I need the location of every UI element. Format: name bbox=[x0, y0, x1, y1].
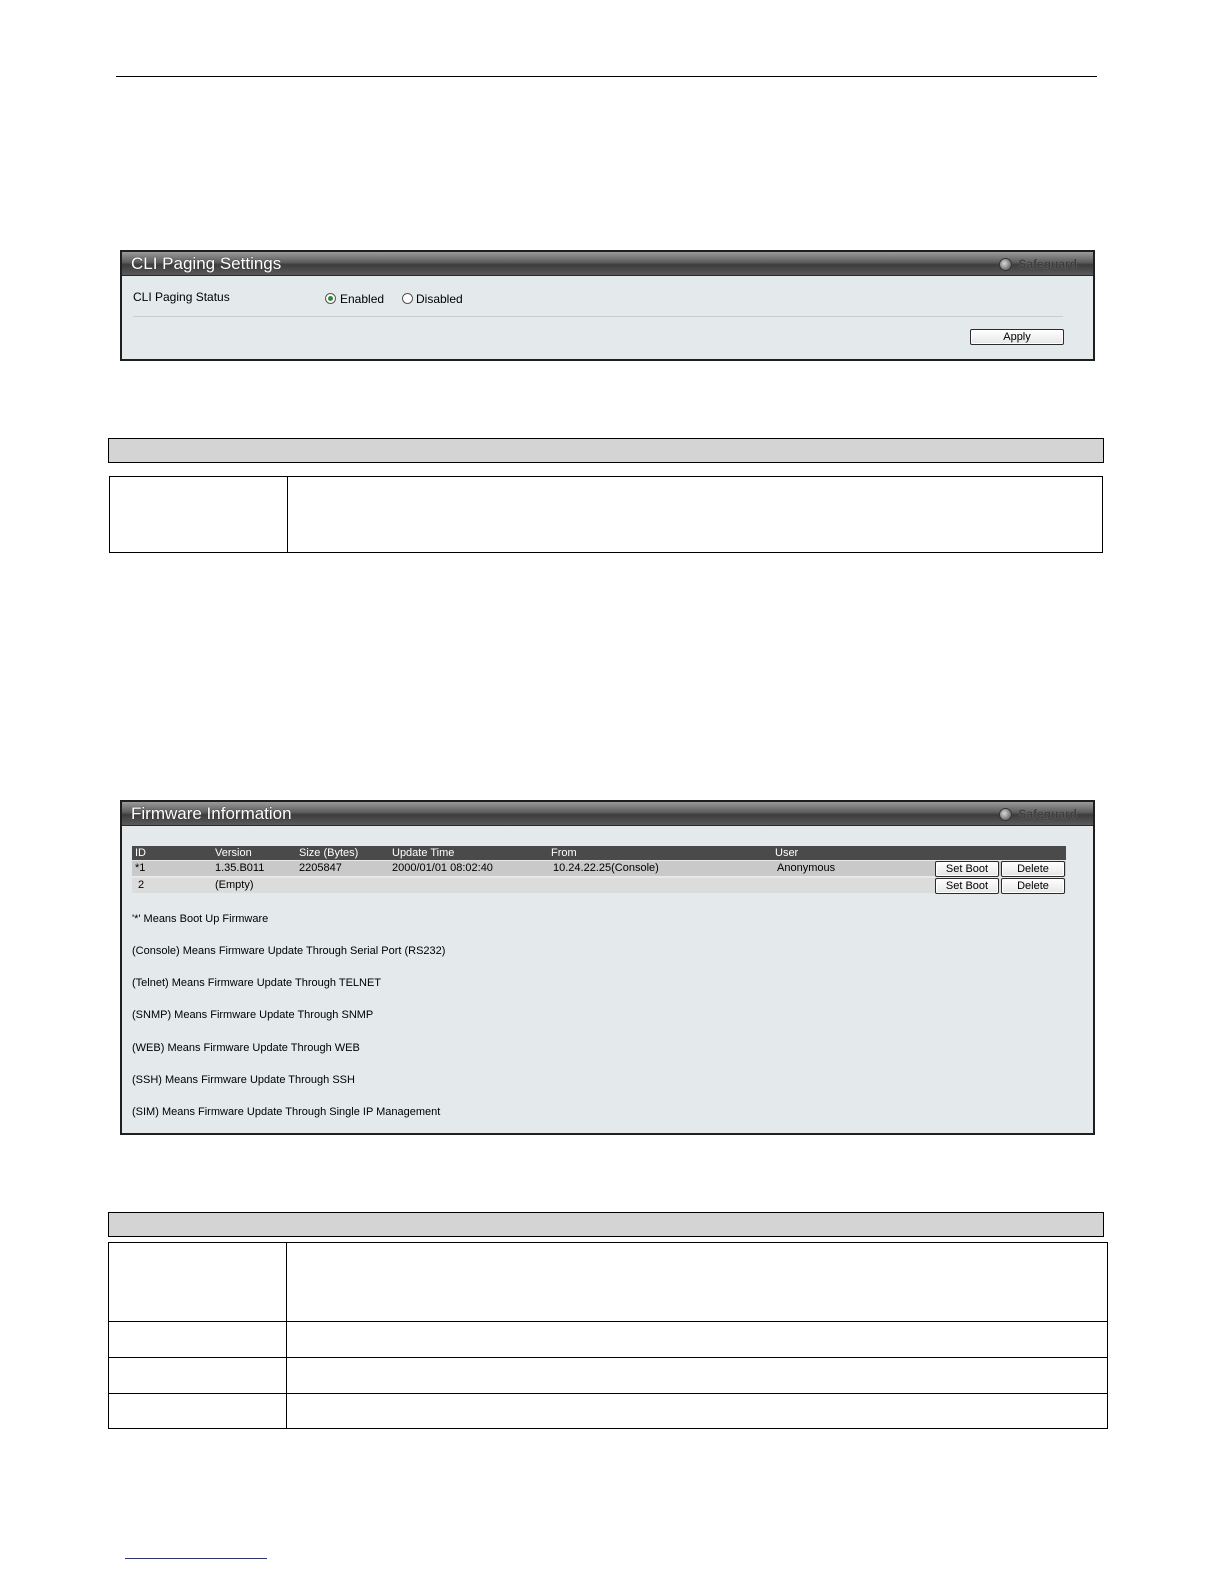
column-header-size: Size (Bytes) bbox=[299, 847, 359, 859]
table-row bbox=[109, 1243, 1108, 1322]
safeguard-indicator bbox=[999, 807, 1077, 821]
panel-title-bar bbox=[122, 252, 1093, 276]
cli-paging-status-label: CLI Paging Status bbox=[133, 290, 230, 304]
firmware-size: 2205847 bbox=[299, 862, 342, 874]
table-row bbox=[132, 878, 1066, 893]
column-header-user: User bbox=[775, 847, 799, 859]
panel-title: CLI Paging Settings bbox=[131, 254, 282, 273]
panel-title-bar bbox=[122, 802, 1093, 826]
legend-note: (WEB) Means Firmware Update Through WEB bbox=[132, 1042, 360, 1054]
column-header-id: ID bbox=[135, 847, 146, 859]
divider bbox=[133, 316, 1063, 317]
table-cell bbox=[110, 477, 288, 553]
firmware-table-header bbox=[132, 846, 1066, 860]
legend-note: (Console) Means Firmware Update Through Serial Port (RS232) bbox=[132, 945, 446, 957]
table-row bbox=[110, 477, 1103, 553]
safeguard-status-icon bbox=[999, 258, 1012, 271]
table-cell bbox=[287, 1394, 1108, 1429]
safeguard-indicator bbox=[999, 257, 1077, 271]
footer-link-underline[interactable] bbox=[125, 1558, 267, 1559]
cli-paging-panel bbox=[120, 250, 1095, 361]
safeguard-label: Safeguard bbox=[1018, 257, 1077, 271]
column-header-version: Version bbox=[215, 847, 252, 859]
set-boot-button[interactable]: Set Boot bbox=[935, 861, 999, 877]
firmware-version: (Empty) bbox=[215, 879, 254, 891]
apply-button[interactable]: Apply bbox=[970, 329, 1064, 345]
table-row bbox=[109, 1322, 1108, 1358]
legend-note: (SNMP) Means Firmware Update Through SNMP bbox=[132, 1009, 374, 1021]
column-header-from: From bbox=[551, 847, 577, 859]
table-row bbox=[132, 861, 1066, 876]
safeguard-status-icon bbox=[999, 808, 1012, 821]
firmware-update-time: 2000/01/01 08:02:40 bbox=[392, 862, 493, 874]
legend-note: (SSH) Means Firmware Update Through SSH bbox=[132, 1074, 355, 1086]
table-cell bbox=[287, 1322, 1108, 1358]
delete-button[interactable]: Delete bbox=[1001, 861, 1065, 877]
table-cell bbox=[109, 1358, 287, 1394]
safeguard-label: Safeguard bbox=[1018, 807, 1077, 821]
delete-button[interactable]: Delete bbox=[1001, 878, 1065, 894]
table-cell bbox=[109, 1243, 287, 1322]
table-cell bbox=[288, 477, 1103, 553]
firmware-id: *1 bbox=[135, 862, 146, 874]
panel-title: Firmware Information bbox=[131, 804, 292, 823]
table-cell bbox=[109, 1322, 287, 1358]
table-cell bbox=[287, 1358, 1108, 1394]
column-header-update-time: Update Time bbox=[392, 847, 455, 859]
doc-table bbox=[108, 1242, 1108, 1429]
radio-enabled[interactable] bbox=[325, 293, 336, 304]
radio-enabled-label[interactable]: Enabled bbox=[340, 292, 385, 306]
doc-table-header bbox=[108, 1212, 1104, 1237]
firmware-version: 1.35.B011 bbox=[215, 862, 265, 874]
legend-note: '*' Means Boot Up Firmware bbox=[132, 913, 269, 925]
firmware-from: 10.24.22.25(Console) bbox=[553, 862, 659, 874]
firmware-id: 2 bbox=[138, 879, 145, 891]
doc-table bbox=[109, 476, 1103, 553]
firmware-user: Anonymous bbox=[777, 862, 836, 874]
set-boot-button[interactable]: Set Boot bbox=[935, 878, 999, 894]
table-row bbox=[109, 1358, 1108, 1394]
radio-disabled[interactable] bbox=[402, 293, 413, 304]
table-cell bbox=[109, 1394, 287, 1429]
legend-note: (SIM) Means Firmware Update Through Single IP Management bbox=[132, 1106, 441, 1118]
doc-table-header bbox=[108, 438, 1104, 463]
table-row bbox=[109, 1394, 1108, 1429]
header-rule bbox=[116, 76, 1097, 77]
firmware-panel bbox=[120, 800, 1095, 1135]
table-cell bbox=[287, 1243, 1108, 1322]
legend-note: (Telnet) Means Firmware Update Through TELNET bbox=[132, 977, 382, 989]
radio-disabled-label[interactable]: Disabled bbox=[416, 292, 463, 306]
